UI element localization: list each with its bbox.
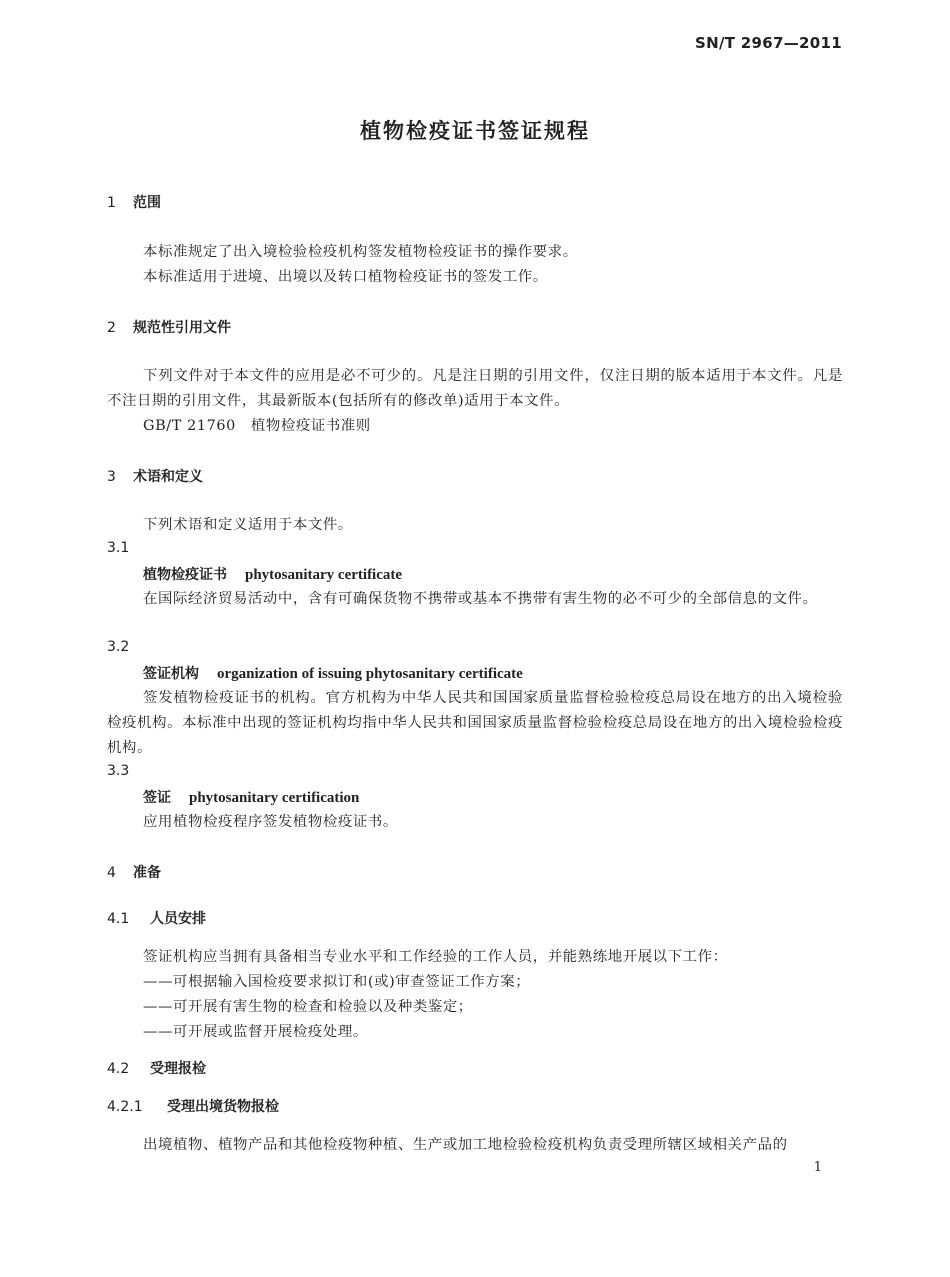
term-en: phytosanitary certificate (245, 567, 403, 583)
paragraph: 出境植物、植物产品和其他检疫物种植、生产或加工地检验检疫机构负责受理所辖区域相关产品的 (143, 1137, 788, 1153)
term-number: 3.3 (107, 763, 130, 779)
term-definition: 应用植物检疫程序签发植物检疫证书。 (143, 814, 398, 830)
section-title: 准备 (133, 865, 161, 881)
section-4-heading (107, 862, 161, 882)
section-title: 规范性引用文件 (133, 320, 231, 336)
section-4-2-heading (107, 1058, 206, 1078)
section-number: 3 (107, 469, 116, 485)
standard-number: SN/T 2967—2011 (695, 34, 842, 52)
section-4-2-1-heading (107, 1096, 279, 1116)
term-definition: 签发植物检疫证书的机构。官方机构为中华人民共和国国家质量监督检验检疫总局设在地方的出入境检验检疫机构。本标准中出现的签证机构均指中华人民共和国国家质量监督检验检疫总局设在地方的出入境检验检疫机构。 (107, 690, 843, 756)
section-1-heading (107, 192, 161, 212)
section-2-heading (107, 317, 231, 337)
term-definition: 在国际经济贸易活动中，含有可确保货物不携带或基本不携带有害生物的必不可少的全部信息的文件。 (143, 591, 818, 607)
term-number: 3.1 (107, 540, 130, 556)
term-3-2 (143, 663, 523, 683)
paragraph: 本标准规定了出入境检验检疫机构签发植物检疫证书的操作要求。 (143, 244, 578, 260)
term-en: phytosanitary certification (189, 790, 360, 806)
term-number: 3.2 (107, 639, 130, 655)
section-number: 4.1 (107, 911, 130, 927)
section-title: 范围 (133, 195, 161, 211)
paragraph: 下列文件对于本文件的应用是必不可少的。凡是注日期的引用文件，仅注日期的版本适用于本文件。凡是不注日期的引用文件，其最新版本(包括所有的修改单)适用于本文件。 (107, 368, 843, 409)
paragraph: 下列术语和定义适用于本文件。 (143, 517, 353, 533)
term-3-1 (143, 564, 402, 584)
section-number: 1 (107, 195, 116, 211)
section-3-heading (107, 466, 203, 486)
section-title: 受理出境货物报检 (167, 1099, 279, 1115)
section-4-1-heading (107, 908, 206, 928)
term-zh: 植物检疫证书 (143, 567, 227, 583)
term-zh: 签证机构 (143, 666, 199, 682)
list-item: ——可根据输入国检疫要求拟订和(或)审查签证工作方案； (143, 974, 531, 990)
term-zh: 签证 (143, 790, 171, 806)
term-3-3 (143, 787, 359, 807)
page-number: 1 (813, 1160, 822, 1175)
section-title: 受理报检 (150, 1061, 206, 1077)
term-en: organization of issuing phytosanitary certificate (217, 666, 523, 682)
section-number: 4 (107, 865, 116, 881)
document-title: 植物检疫证书签证规程 (360, 119, 590, 143)
section-number: 4.2 (107, 1061, 130, 1077)
paragraph: 本标准适用于进境、出境以及转口植物检疫证书的签发工作。 (143, 269, 548, 285)
section-number: 4.2.1 (107, 1099, 143, 1115)
paragraph: 签证机构应当拥有具备相当专业水平和工作经验的工作人员，并能熟练地开展以下工作： (143, 949, 728, 965)
list-item: ——可开展有害生物的检查和检验以及种类鉴定； (143, 999, 473, 1015)
normative-reference: GB/T 21760 植物检疫证书准则 (143, 418, 371, 434)
section-number: 2 (107, 320, 116, 336)
list-item: ——可开展或监督开展检疫处理。 (143, 1024, 368, 1040)
section-title: 人员安排 (150, 911, 206, 927)
section-title: 术语和定义 (133, 469, 203, 485)
